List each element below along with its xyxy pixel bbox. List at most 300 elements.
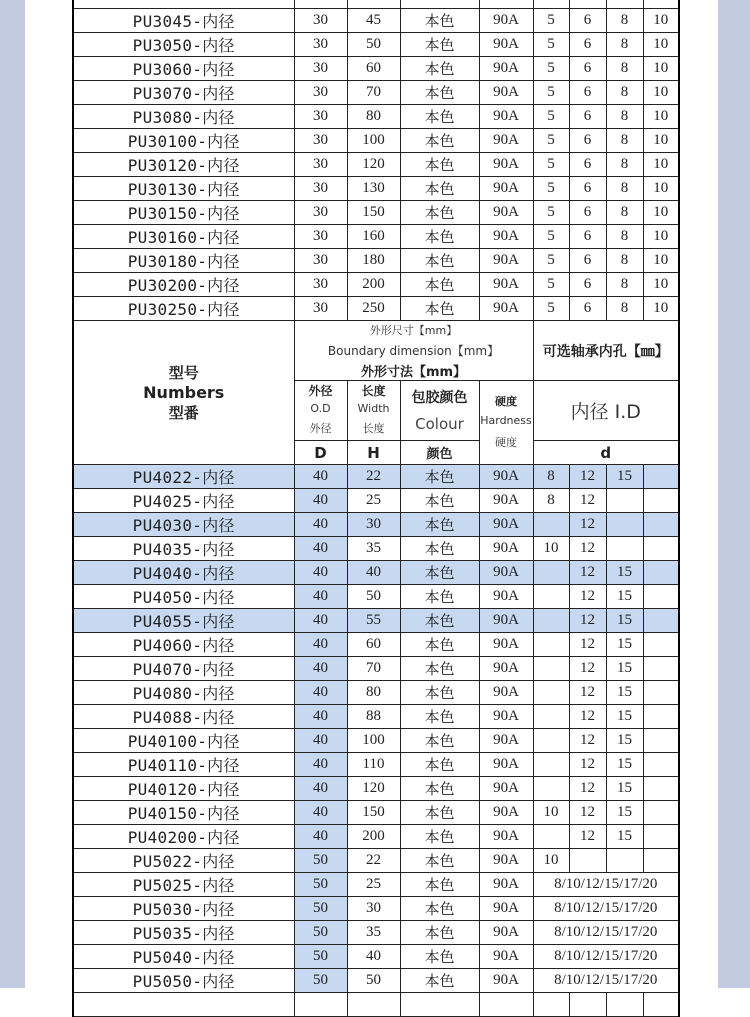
bore-cell: 8 <box>533 489 569 513</box>
header-len-cn: 长度 <box>361 384 386 398</box>
color-cell <box>400 0 479 9</box>
hardness-cell: 90A <box>479 921 533 945</box>
table-row <box>73 681 679 705</box>
hardness-cell <box>479 993 533 1017</box>
length-cell: 130 <box>347 177 400 201</box>
bore-cell <box>643 825 679 849</box>
table-row <box>73 729 679 753</box>
color-cell: 本色 <box>400 33 479 57</box>
od-cell: 40 <box>294 753 347 777</box>
model-cell: PU4070-内径 <box>73 657 294 681</box>
table-row <box>73 561 679 585</box>
bore-cell: 12 <box>569 513 606 537</box>
bore-cell: 6 <box>569 201 606 225</box>
od-cell: 30 <box>294 105 347 129</box>
bore-cell: 10 <box>643 129 679 153</box>
od-cell: 50 <box>294 873 347 897</box>
bore-cell: 10 <box>533 849 569 873</box>
hardness-cell: 90A <box>479 489 533 513</box>
bore-cell: 15 <box>606 585 643 609</box>
bore-cell: 8 <box>606 57 643 81</box>
length-cell: 50 <box>347 33 400 57</box>
bore-cell: 5 <box>533 81 569 105</box>
bore-cell: 5 <box>533 9 569 33</box>
color-cell: 本色 <box>400 57 479 81</box>
od-cell: 30 <box>294 153 347 177</box>
model-cell: PU30130-内径 <box>73 177 294 201</box>
bore-cell: 10 <box>643 33 679 57</box>
table-row <box>73 489 679 513</box>
table-row <box>73 465 679 489</box>
model-cell: PU30100-内径 <box>73 129 294 153</box>
length-cell: 150 <box>347 201 400 225</box>
color-cell: 本色 <box>400 225 479 249</box>
header-sym-h: H <box>347 441 400 465</box>
bore-cell: 12 <box>569 801 606 825</box>
hardness-cell: 90A <box>479 33 533 57</box>
length-cell: 60 <box>347 57 400 81</box>
model-cell: PU5040-内径 <box>73 945 294 969</box>
od-cell: 40 <box>294 729 347 753</box>
table-row <box>73 753 679 777</box>
bore-cell: 12 <box>569 465 606 489</box>
hardness-cell: 90A <box>479 849 533 873</box>
model-cell: PU4050-内径 <box>73 585 294 609</box>
table-row <box>73 705 679 729</box>
bore-cell: 10 <box>643 249 679 273</box>
header-bore: 可选轴承内孔【㎜】 <box>533 321 679 381</box>
bore-cell: 8 <box>606 273 643 297</box>
bore-cell <box>533 585 569 609</box>
model-cell: PU5025-内径 <box>73 873 294 897</box>
table-body-top <box>73 0 679 321</box>
bore-cell: 6 <box>569 33 606 57</box>
bore-cell: 5 <box>533 33 569 57</box>
color-cell: 本色 <box>400 273 479 297</box>
bore-cell: 15 <box>606 753 643 777</box>
length-cell: 70 <box>347 81 400 105</box>
bore-cell <box>533 777 569 801</box>
table-row <box>73 921 679 945</box>
table-row <box>73 81 679 105</box>
header-hardness <box>479 381 533 465</box>
header-hard-jp: 硬度 <box>495 435 517 449</box>
color-cell: 本色 <box>400 561 479 585</box>
table-row <box>73 249 679 273</box>
bore-cell: 12 <box>569 633 606 657</box>
bore-cell <box>643 609 679 633</box>
hardness-cell: 90A <box>479 753 533 777</box>
model-cell: PU5050-内径 <box>73 969 294 993</box>
model-cell: PU5035-内径 <box>73 921 294 945</box>
hardness-cell: 90A <box>479 81 533 105</box>
table-row <box>73 969 679 993</box>
header-od <box>294 381 347 441</box>
header-hard-cn: 硬度 <box>495 394 517 408</box>
length-cell: 30 <box>347 513 400 537</box>
model-cell: PU30250-内径 <box>73 297 294 321</box>
bore-cell <box>643 585 679 609</box>
bore-cell: 6 <box>569 297 606 321</box>
bore-cell <box>606 849 643 873</box>
hardness-cell: 90A <box>479 201 533 225</box>
model-cell: PU4030-内径 <box>73 513 294 537</box>
bore-cell: 10 <box>643 81 679 105</box>
model-cell: PU30160-内径 <box>73 225 294 249</box>
length-cell <box>347 993 400 1017</box>
length-cell: 200 <box>347 825 400 849</box>
model-cell: PU30180-内径 <box>73 249 294 273</box>
bore-cell <box>643 489 679 513</box>
bore-cell <box>533 513 569 537</box>
table-row <box>73 105 679 129</box>
hardness-cell: 90A <box>479 969 533 993</box>
bore-cell: 5 <box>533 153 569 177</box>
color-cell: 本色 <box>400 729 479 753</box>
color-cell: 本色 <box>400 801 479 825</box>
od-cell: 40 <box>294 609 347 633</box>
bore-cell <box>533 633 569 657</box>
table-row <box>73 657 679 681</box>
table-row <box>73 297 679 321</box>
bore-cell: 8 <box>606 225 643 249</box>
hardness-cell: 90A <box>479 177 533 201</box>
model-cell: PU40120-内径 <box>73 777 294 801</box>
color-cell: 本色 <box>400 849 479 873</box>
header-od-jp: 外径 <box>309 422 332 435</box>
model-cell: PU4080-内径 <box>73 681 294 705</box>
table-row <box>73 57 679 81</box>
model-cell: PU30150-内径 <box>73 201 294 225</box>
table-row <box>73 993 679 1017</box>
header-model-en: Numbers <box>143 382 225 402</box>
od-cell: 30 <box>294 201 347 225</box>
bore-cell <box>643 681 679 705</box>
length-cell: 88 <box>347 705 400 729</box>
bore-cell <box>533 825 569 849</box>
color-cell: 本色 <box>400 753 479 777</box>
header-model <box>73 321 294 465</box>
bore-cell: 12 <box>569 489 606 513</box>
bore-cell: 8 <box>533 465 569 489</box>
color-cell: 本色 <box>400 777 479 801</box>
model-cell: PU3070-内径 <box>73 81 294 105</box>
color-cell: 本色 <box>400 921 479 945</box>
bore-cell: 8 <box>606 201 643 225</box>
header-dim-en: Boundary dimension【mm】 <box>327 344 500 358</box>
header-sym-d-upper: D <box>294 441 347 465</box>
right-margin <box>718 0 750 988</box>
header-od-en: O.D <box>310 402 331 415</box>
bore-cell <box>643 801 679 825</box>
od-cell: 30 <box>294 33 347 57</box>
bore-cell: 12 <box>569 681 606 705</box>
bore-cell <box>533 729 569 753</box>
color-cell: 本色 <box>400 897 479 921</box>
bore-cell: 10 <box>643 273 679 297</box>
model-cell: PU30200-内径 <box>73 273 294 297</box>
od-cell: 40 <box>294 513 347 537</box>
length-cell: 80 <box>347 681 400 705</box>
color-cell: 本色 <box>400 129 479 153</box>
model-cell: PU4035-内径 <box>73 537 294 561</box>
od-cell: 40 <box>294 465 347 489</box>
bore-cell: 5 <box>533 177 569 201</box>
od-cell: 40 <box>294 777 347 801</box>
model-cell: PU5022-内径 <box>73 849 294 873</box>
table-row <box>73 873 679 897</box>
model-cell: PU3050-内径 <box>73 33 294 57</box>
bore-cell <box>643 561 679 585</box>
bore-cell <box>533 705 569 729</box>
hardness-cell: 90A <box>479 57 533 81</box>
header-dimension <box>294 321 533 381</box>
bore-cell <box>643 849 679 873</box>
bore-cell <box>533 609 569 633</box>
length-cell: 35 <box>347 921 400 945</box>
length-cell: 70 <box>347 657 400 681</box>
header-sym-color: 颜色 <box>400 441 479 465</box>
header-model-jp: 型番 <box>168 403 199 422</box>
hardness-cell: 90A <box>479 657 533 681</box>
model-cell: PU4060-内径 <box>73 633 294 657</box>
length-cell: 110 <box>347 753 400 777</box>
od-cell: 30 <box>294 9 347 33</box>
bore-cell: 5 <box>533 129 569 153</box>
hardness-cell: 90A <box>479 681 533 705</box>
bore-cell: 10 <box>643 297 679 321</box>
color-cell <box>400 993 479 1017</box>
hardness-cell: 90A <box>479 585 533 609</box>
bore-cell <box>606 513 643 537</box>
bore-cell <box>643 657 679 681</box>
length-cell: 250 <box>347 297 400 321</box>
bore-cell: 15 <box>606 801 643 825</box>
hardness-cell: 90A <box>479 9 533 33</box>
length-cell: 22 <box>347 849 400 873</box>
bore-cell: 5 <box>533 225 569 249</box>
bore-cell: 10 <box>643 177 679 201</box>
model-cell: PU4022-内径 <box>73 465 294 489</box>
bore-cell: 10 <box>643 57 679 81</box>
bore-merged-cell: 8/10/12/15/17/20 <box>533 969 679 993</box>
length-cell: 120 <box>347 777 400 801</box>
length-cell: 25 <box>347 873 400 897</box>
header-od-cn: 外径 <box>308 384 333 398</box>
od-cell: 30 <box>294 57 347 81</box>
color-cell: 本色 <box>400 201 479 225</box>
length-cell: 40 <box>347 561 400 585</box>
od-cell: 40 <box>294 705 347 729</box>
od-cell: 50 <box>294 945 347 969</box>
bore-cell: 6 <box>569 249 606 273</box>
bore-cell <box>606 993 643 1017</box>
bore-cell: 15 <box>606 825 643 849</box>
bore-cell: 15 <box>606 705 643 729</box>
color-cell: 本色 <box>400 177 479 201</box>
bore-cell: 10 <box>643 225 679 249</box>
length-cell: 60 <box>347 633 400 657</box>
hardness-cell: 90A <box>479 129 533 153</box>
bore-cell: 8 <box>606 105 643 129</box>
table-row <box>73 609 679 633</box>
od-cell: 30 <box>294 129 347 153</box>
od-cell: 40 <box>294 681 347 705</box>
model-cell: PU4040-内径 <box>73 561 294 585</box>
color-cell: 本色 <box>400 297 479 321</box>
length-cell <box>347 0 400 9</box>
bore-cell: 10 <box>533 801 569 825</box>
length-cell: 200 <box>347 273 400 297</box>
bore-cell: 12 <box>569 825 606 849</box>
bore-cell <box>643 777 679 801</box>
od-cell: 50 <box>294 969 347 993</box>
bore-cell: 12 <box>569 705 606 729</box>
model-cell: PU3060-内径 <box>73 57 294 81</box>
bore-cell: 15 <box>606 681 643 705</box>
color-cell: 本色 <box>400 249 479 273</box>
bore-cell <box>533 561 569 585</box>
hardness-cell: 90A <box>479 465 533 489</box>
spec-table <box>72 0 680 1017</box>
hardness-cell: 90A <box>479 249 533 273</box>
bore-cell <box>569 849 606 873</box>
table-row <box>73 777 679 801</box>
bore-cell: 8 <box>606 129 643 153</box>
bore-cell <box>533 657 569 681</box>
od-cell: 40 <box>294 633 347 657</box>
hardness-cell: 90A <box>479 705 533 729</box>
bore-cell: 12 <box>569 561 606 585</box>
bore-cell: 5 <box>533 273 569 297</box>
length-cell: 150 <box>347 801 400 825</box>
bore-cell: 10 <box>643 105 679 129</box>
od-cell: 40 <box>294 657 347 681</box>
bore-cell <box>606 489 643 513</box>
bore-cell <box>643 729 679 753</box>
hardness-cell: 90A <box>479 537 533 561</box>
od-cell <box>294 0 347 9</box>
table-row <box>73 177 679 201</box>
bore-cell: 8 <box>606 81 643 105</box>
table-row <box>73 633 679 657</box>
bore-cell: 6 <box>569 9 606 33</box>
color-cell: 本色 <box>400 465 479 489</box>
table-row <box>73 537 679 561</box>
bore-cell <box>533 681 569 705</box>
bore-cell: 10 <box>533 537 569 561</box>
header-color-en: Colour <box>415 414 464 433</box>
bore-cell: 10 <box>643 9 679 33</box>
header-dim-small: 外形尺寸【mm】 <box>369 324 458 337</box>
bore-cell: 15 <box>606 561 643 585</box>
hardness-cell <box>479 0 533 9</box>
table-row <box>73 825 679 849</box>
model-cell: PU4088-内径 <box>73 705 294 729</box>
bore-cell: 5 <box>533 249 569 273</box>
table-row <box>73 129 679 153</box>
table-row <box>73 585 679 609</box>
od-cell <box>294 993 347 1017</box>
table-row <box>73 225 679 249</box>
bore-cell <box>643 633 679 657</box>
bore-cell: 12 <box>569 657 606 681</box>
table-row <box>73 273 679 297</box>
table-row <box>73 201 679 225</box>
length-cell: 80 <box>347 105 400 129</box>
hardness-cell: 90A <box>479 945 533 969</box>
bore-cell: 6 <box>569 177 606 201</box>
od-cell: 40 <box>294 801 347 825</box>
bore-cell: 8 <box>606 9 643 33</box>
table-row <box>73 9 679 33</box>
bore-cell: 12 <box>569 753 606 777</box>
bore-cell <box>533 0 569 9</box>
hardness-cell: 90A <box>479 513 533 537</box>
hardness-cell: 90A <box>479 609 533 633</box>
hardness-cell: 90A <box>479 801 533 825</box>
length-cell: 180 <box>347 249 400 273</box>
bore-cell: 5 <box>533 297 569 321</box>
header-dim-bold: 外形寸法【mm】 <box>360 365 467 380</box>
bore-cell <box>643 993 679 1017</box>
header-len-jp: 长度 <box>362 422 385 435</box>
od-cell: 50 <box>294 897 347 921</box>
hardness-cell: 90A <box>479 561 533 585</box>
table-row <box>73 153 679 177</box>
bore-cell: 12 <box>569 729 606 753</box>
bore-cell: 15 <box>606 777 643 801</box>
table-header <box>73 321 679 465</box>
model-cell: PU3080-内径 <box>73 105 294 129</box>
od-cell: 30 <box>294 177 347 201</box>
bore-merged-cell: 8/10/12/15/17/20 <box>533 873 679 897</box>
color-cell: 本色 <box>400 9 479 33</box>
header-len-en: Width <box>357 402 390 415</box>
color-cell: 本色 <box>400 873 479 897</box>
bore-cell <box>643 0 679 9</box>
hardness-cell: 90A <box>479 105 533 129</box>
color-cell: 本色 <box>400 513 479 537</box>
table-row <box>73 0 679 9</box>
bore-cell: 15 <box>606 729 643 753</box>
bore-cell: 12 <box>569 585 606 609</box>
length-cell: 22 <box>347 465 400 489</box>
bore-cell: 12 <box>569 609 606 633</box>
model-cell <box>73 0 294 9</box>
bore-cell <box>643 537 679 561</box>
length-cell: 50 <box>347 969 400 993</box>
od-cell: 50 <box>294 849 347 873</box>
length-cell: 25 <box>347 489 400 513</box>
model-cell: PU40200-内径 <box>73 825 294 849</box>
od-cell: 40 <box>294 537 347 561</box>
length-cell: 35 <box>347 537 400 561</box>
od-cell: 40 <box>294 585 347 609</box>
length-cell: 40 <box>347 945 400 969</box>
hardness-cell: 90A <box>479 897 533 921</box>
color-cell: 本色 <box>400 537 479 561</box>
color-cell: 本色 <box>400 81 479 105</box>
length-cell: 30 <box>347 897 400 921</box>
od-cell: 30 <box>294 249 347 273</box>
bore-cell: 8 <box>606 297 643 321</box>
table-row <box>73 945 679 969</box>
bore-cell <box>606 537 643 561</box>
model-cell: PU30120-内径 <box>73 153 294 177</box>
hardness-cell: 90A <box>479 825 533 849</box>
hardness-cell: 90A <box>479 225 533 249</box>
